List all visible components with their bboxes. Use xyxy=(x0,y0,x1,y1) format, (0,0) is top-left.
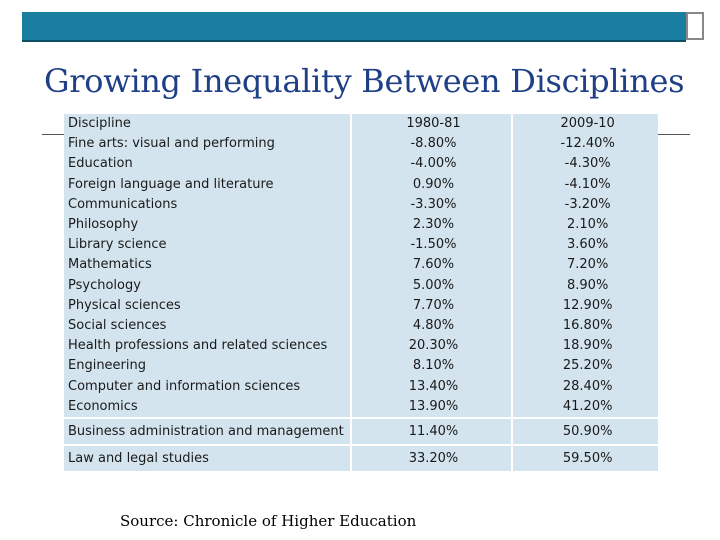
value-1980-81: 5.00% xyxy=(412,277,455,293)
slide-title: Growing Inequality Between Disciplines xyxy=(44,62,685,100)
value-2009-10: 7.20% xyxy=(567,257,609,273)
table-row-business xyxy=(64,419,658,444)
value-1980-81: 13.90% xyxy=(408,398,459,414)
value-2009-10: -4.10% xyxy=(564,176,611,192)
value-1980-81: 7.60% xyxy=(412,257,455,273)
corner-decoration xyxy=(686,12,704,40)
year-1980-values xyxy=(356,134,512,417)
discipline-name: Psychology xyxy=(68,277,141,293)
value-1980-81: 0.90% xyxy=(412,176,455,192)
value-1980-81: 7.70% xyxy=(412,297,455,313)
value-2009-10: 3.60% xyxy=(567,237,609,253)
value-2009-10: -12.40% xyxy=(560,136,615,152)
value-1980-81: -3.30% xyxy=(410,196,457,212)
discipline-list xyxy=(68,134,350,417)
value-2009-10: 41.20% xyxy=(562,398,613,414)
year-2009-values xyxy=(517,134,658,417)
value-2009-10: -3.20% xyxy=(564,196,611,212)
value-1980-81: 20.30% xyxy=(408,338,459,354)
value-2009-10: 25.20% xyxy=(562,358,613,374)
discipline-name: Fine arts: visual and performing xyxy=(68,136,275,152)
discipline-name: Physical sciences xyxy=(68,297,181,313)
discipline-name: Foreign language and literature xyxy=(68,176,274,192)
header-discipline: Discipline xyxy=(68,116,131,131)
value-2009-10: 2.10% xyxy=(567,217,609,233)
value-2009-10: 8.90% xyxy=(567,277,609,293)
value-1980-81: 13.40% xyxy=(408,378,459,394)
year-1980-column xyxy=(351,114,513,417)
top-accent-underline xyxy=(22,40,686,42)
value-1980-81: -8.80% xyxy=(410,136,457,152)
discipline-name: Social sciences xyxy=(68,318,167,334)
discipline-name: Mathematics xyxy=(68,257,152,273)
value-1980-81: 2.30% xyxy=(412,217,455,233)
header-1980-81: 1980-81 xyxy=(406,116,461,131)
cell-1980-81: 11.40% xyxy=(351,419,513,444)
cell-discipline: Business administration and management xyxy=(64,419,351,444)
discipline-name: Communications xyxy=(68,196,178,212)
source-citation: Source: Chronicle of Higher Education xyxy=(120,512,417,530)
value-2009-10: -4.30% xyxy=(564,156,611,172)
cell-2009-10: 59.50% xyxy=(512,446,658,471)
value-1980-81: 8.10% xyxy=(412,358,455,374)
discipline-name: Education xyxy=(68,156,133,172)
discipline-name: Engineering xyxy=(68,358,146,374)
disciplines-table xyxy=(64,114,658,471)
discipline-name: Health professions and related sciences xyxy=(68,338,328,354)
year-2009-column xyxy=(512,114,658,417)
cell-discipline: Law and legal studies xyxy=(64,446,351,471)
discipline-name: Library science xyxy=(68,237,167,253)
discipline-name: Economics xyxy=(68,398,138,414)
value-1980-81: 4.80% xyxy=(412,318,455,334)
discipline-column xyxy=(64,114,351,417)
cell-1980-81: 33.20% xyxy=(351,446,513,471)
cell-2009-10: 50.90% xyxy=(512,419,658,444)
discipline-name: Computer and information sciences xyxy=(68,378,301,394)
main-data-row xyxy=(64,114,658,417)
value-1980-81: -1.50% xyxy=(410,237,457,253)
value-2009-10: 12.90% xyxy=(562,297,613,313)
value-2009-10: 18.90% xyxy=(562,338,613,354)
discipline-name: Philosophy xyxy=(68,217,139,233)
header-2009-10: 2009-10 xyxy=(560,116,615,131)
top-accent-bar xyxy=(22,12,686,40)
value-1980-81: -4.00% xyxy=(410,156,457,172)
value-2009-10: 28.40% xyxy=(562,378,613,394)
table-row-law xyxy=(64,446,658,471)
value-2009-10: 16.80% xyxy=(562,318,613,334)
